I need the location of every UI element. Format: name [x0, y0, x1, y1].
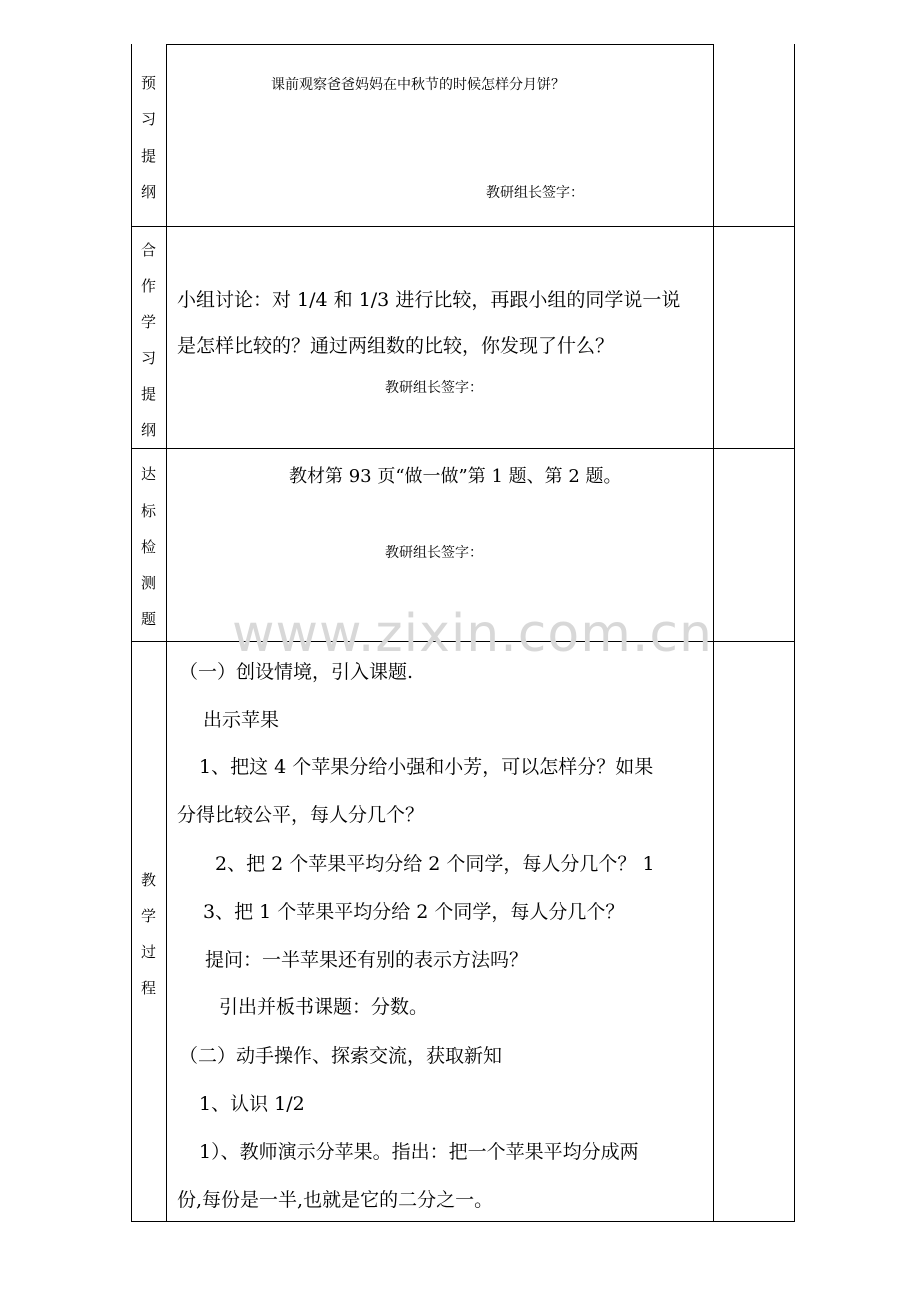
- cooperation-line-text: 小组讨论：对 1/4 和 1/3 进行比较，再跟小组的同学说一说: [177, 289, 681, 311]
- process-line: （一）创设情境，引入课题.: [179, 661, 414, 683]
- assessment-label-char: 测: [140, 574, 156, 592]
- process-line: 1、把这 4 个苹果分给小强和小芳，可以怎样分？如果: [199, 756, 654, 778]
- table-bottom-border: [131, 1221, 795, 1222]
- cooperation-label-char: 纲: [140, 421, 156, 439]
- process-label-char: 程: [140, 979, 156, 997]
- cooperation-label-char: 提: [140, 385, 156, 403]
- process-line: 分得比较公平，每人分几个？: [177, 804, 425, 826]
- preview-text: 课前观察爸爸妈妈在中秋节的时候怎样分月饼？: [271, 77, 565, 93]
- cooperation-signature: 教研组长签字：: [385, 380, 483, 396]
- process-line: 2、把 2 个苹果平均分给 2 个同学，每人分几个？ 1: [215, 853, 655, 875]
- cooperation-line: [177, 331, 614, 358]
- process-line: （二）动手操作、探索交流，获取新知: [179, 1045, 503, 1067]
- assessment-signature: 教研组长签字：: [385, 545, 483, 561]
- process-label-char: 过: [140, 943, 156, 961]
- process-line: 出示苹果: [203, 709, 280, 731]
- preview-label-char: 预: [140, 74, 156, 92]
- assessment-text: 教材第 93 页“做一做”第 1 题、第 2 题。: [289, 466, 622, 487]
- cooperation-label-char: 作: [140, 277, 156, 295]
- assessment-label-char: 检: [140, 538, 156, 556]
- process-label-char: 学: [140, 907, 156, 925]
- table-divider-label: [166, 44, 167, 1222]
- process-line: 1）、教师演示分苹果。指出：把一个苹果平均分成两: [199, 1141, 639, 1163]
- assessment-label-char: 达: [140, 465, 156, 483]
- preview-signature: 教研组长签字：: [486, 185, 584, 201]
- process-line: 3、把 1 个苹果平均分给 2 个同学，每人分几个？: [203, 901, 625, 923]
- row-separator-2: [131, 448, 795, 449]
- watermark: www.zixin.com.cn: [232, 604, 713, 664]
- table-border-left: [131, 44, 132, 1222]
- process-line: 引出并板书课题：分数。: [219, 996, 429, 1018]
- cooperation-label-char: 合: [140, 241, 156, 259]
- process-line: 提问：一半苹果还有别的表示方法吗？: [205, 949, 529, 971]
- process-line: 1、认识 1/2: [199, 1093, 305, 1115]
- table-divider-content: [713, 44, 714, 1222]
- process-label-char: 教: [140, 871, 156, 889]
- preview-label-char: 习: [140, 110, 156, 128]
- preview-label-char: 提: [140, 147, 156, 165]
- content-top-border: [166, 44, 714, 45]
- cooperation-line: [177, 285, 680, 312]
- assessment-label-char: 题: [140, 610, 156, 628]
- row-separator-1: [131, 226, 795, 227]
- assessment-label-char: 标: [140, 502, 156, 520]
- preview-label-char: 纲: [140, 183, 156, 201]
- table-border-right: [794, 44, 795, 1222]
- process-line: 份,每份是一半,也就是它的二分之一。: [177, 1189, 494, 1211]
- cooperation-label-char: 习: [140, 349, 156, 367]
- cooperation-label-char: 学: [140, 313, 156, 331]
- cooperation-line-text: 是怎样比较的？通过两组数的比较，你发现了什么？: [177, 335, 615, 357]
